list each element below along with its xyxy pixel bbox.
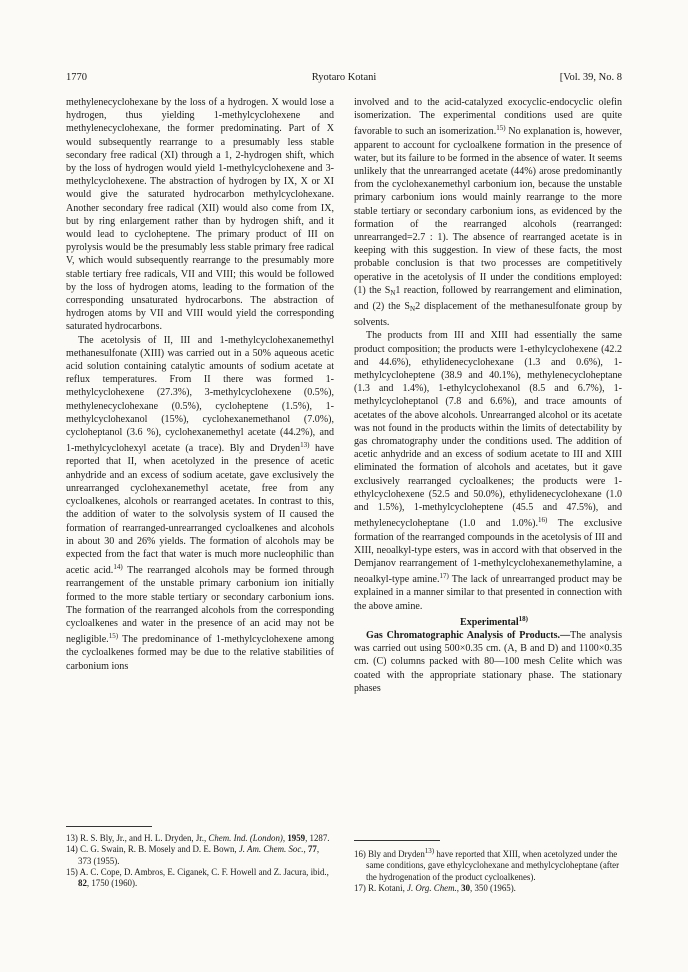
reference-mark: 15): [496, 124, 506, 133]
footnote-journal: J. Am. Chem. Soc.: [238, 844, 304, 855]
footnote-number: 13): [66, 833, 78, 843]
footnote-text: Bly and Dryden: [368, 849, 425, 859]
section-heading: [354, 613, 622, 629]
right-column: [354, 96, 622, 695]
reference-mark: 13): [300, 441, 310, 450]
footnote-number: 15): [66, 866, 78, 877]
reference-mark: 17): [439, 572, 449, 581]
reference-mark: 15): [108, 632, 119, 641]
volume-info: [Vol. 39, No. 8: [559, 72, 622, 83]
reference-mark: 14): [113, 563, 123, 572]
footnote-journal: J. Org. Chem.: [407, 882, 457, 893]
text-run: The products from III and XIII had essentially the same product composition; the products were 1-ethylcyclohexene (42.2 and 44.6%), ethylidenecyclohexane (1.3 and 0.6%), 1-methylcycloheptene (38.9 and 40.1%), methylenecycloheptane (1.3 and 1.4%), 1-ethylcyclohexanol (8.5 and 6.7%), 1-methylcycloheptanol (7.8 and 6.6%), and trace amounts of acetates of the above alcohols. Unrearranged alcohol or its acetate was not found in the products within the limits of detectability by gas chromatography under the conditions used. The addition of acetic anhydride and an excess of sodium acetate to III and XIII eliminated the formation of alcohols and acetates, but it gave exclusively rearranged cycloalkenes; the products were 1-ethylcyclohexene (52.5 and 50.0%), ethylidenecyclohexane (1.0 and 1.5%), 1-methylcycloheptene (45.5 and 47.5%), and methylenecycloheptane (1.0 and 1.0%).: [354, 330, 622, 530]
footnotes-right: [354, 846, 622, 894]
text-run: The lack of unrearranged product may be explained in a manner similar to that presented in connection with the above amine.: [354, 574, 622, 612]
left-column: [66, 96, 334, 673]
text-run: The acetolysis of II, III and 1-methylcyclohexanemethyl methanesulfonate (XIII) was carried out in a 50% aqueous acetic acid solution containing catalytic amounts of sodium acetate at reflux temperatures. From II there was formed 1-methylcyclohexene (27.3%), 3-methylcyclohexene (0.5%), methylenecyclohexane (0.5%), cycloheptene (1.5%), 1-methylcyclohexanol (15%), cyclohexanemethanol (7.0%), cycloheptanol (3.6 %), cyclohexanemethyl acetate (44.2%), and 1-methylcyclohexyl acetate (a trace). Bly and Dryden: [66, 334, 334, 455]
text-run: No explanation is, however, apparent to account for cycloalkene formation in the presence of water, but its failure to be formed in the absence of water. It seems unlikely that the unrearranged acetate (44%) arose predominantly from the cyclohexanemethyl carbonium ion, because the unstable primary carbonium ions would mainly rearrange to the more stable tertiary or secondary carbonium ions, as evidenced by the formation of the rearranged alcohols (rearranged: unrearranged=2.7 : 1). The absence of rearranged acetate is in keeping with this suggestion. In view of these facts, the most probable conclusion is that two processes are competitively operative in the acetolysis of II under the conditions employed: (1) the S: [354, 126, 622, 296]
subscript: N: [390, 288, 396, 297]
footnote: [66, 867, 334, 890]
paragraph: [354, 96, 622, 329]
footnote-number: 16): [354, 849, 366, 859]
reference-mark: 18): [518, 614, 528, 623]
text-run: have reported that II, when acetolyzed in the presence of acetic anhydride and an excess of sodium acetate, gave exclusively the unrearranged cyclohexanemethyl acetate, free from any cycloalkenes, alcohols or rearranged acetates. In contrast to this, the addition of water to the solvolysis system of II caused the formation of rearranged-unrearranged cycloalkenes and alcohols in about 30 and 26% yields. The formation of alcohols may be expected from the fact that water is much more nucleophilic than acetic acid.: [66, 443, 334, 577]
footnote-volume: 77: [307, 844, 317, 855]
text-run: The predominance of 1-methylcyclohexene among the cycloalkenes formed may be due to the relative stabilities of carbonium ions: [66, 634, 334, 672]
footnote-pages: , 1750 (1960).: [86, 878, 138, 889]
footnote-sep: ,: [282, 833, 288, 843]
footnote: [66, 844, 334, 867]
running-header: [66, 72, 622, 88]
footnote-authors: C. G. Swain, R. B. Mosely and D. E. Bown,: [80, 844, 239, 855]
footnote-pages: , 1287.: [305, 833, 330, 843]
section-title: Experimental: [460, 616, 519, 628]
footnote-volume: 30: [461, 882, 471, 893]
running-author: Ryotaro Kotani: [311, 72, 377, 83]
reference-mark: 16): [537, 516, 548, 525]
footnote: [354, 846, 622, 883]
footnote-authors: R. S. Bly, Jr., and H. L. Dryden, Jr.,: [80, 833, 209, 843]
paragraph: methylenecyclohexane by the loss of a hydrogen. X would lose a hydrogen, thus yielding 1-methylcyclohexene and methylenecyclohexane, the former predominating. Part of X would subsequently rearrange to a presumably less stable secondary free radical (XI) through a 1, 2-hydrogen shift, which by the loss of hydrogen would yield 1-methylcyclohexene and 3-methylcyclohexene. The abstraction of hydrogen by IX, X or XI would give the saturated hydrocarbon methylcyclohexane. Another secondary free radical (XII) would also come from IX, but by ring enlargement rather than by hydrogen shift, and it would lead to cycloheptene. The primary product of III on pyrolysis would be the presumably less stable primary free radical V, which would subsequently rearrange to the presumably more stable tertiary free radicals, VII and VIII; this would be followed by the loss of hydrogen atoms, leading to the formation of the corresponding unsaturated hydrocarbons. The abstraction of hydrogen atoms by VII and VIII would yield the corresponding saturated hydrocarbons.: [66, 97, 334, 333]
footnote-number: 14): [66, 844, 78, 855]
footnote-journal: Chem. Ind. (London): [208, 833, 283, 843]
footnote-authors: A. C. Cope, D. Ambros, E. Ciganek, C. F. Howell and Z. Jacura, ibid.,: [79, 866, 329, 877]
footnote-volume: 1959: [287, 833, 306, 843]
footnote-pages: , 373 (1955).: [78, 844, 320, 866]
footnote-rule: [354, 840, 440, 841]
text-run: 1 reaction, followed by rearrangement and elimination, and (2) the S: [354, 284, 622, 313]
paragraph: [354, 329, 622, 612]
footnote-text: have reported that XIII, when acetolyzed under the same conditions, gave ethylcyclohexane and methylcycloheptane (after the hydrogenation of the product cycloalkenes).: [366, 849, 620, 882]
footnote-pages: , 350 (1965).: [470, 882, 516, 893]
footnote-sep: ,: [303, 844, 308, 855]
text-run: The rearranged alcohols may be formed through rearrangement of the unstable primary carbonium ion initially formed to the more stable tertiary or secondary carbonium ions. The formation of the rearranged alcohols from the corresponding cycloalkenes and water in the presence of an acid may not be negligible.: [66, 565, 334, 646]
paragraph: [66, 334, 334, 673]
reference-mark: 13): [424, 847, 435, 855]
text-run: The analysis was carried out using 500×0.35 cm. (A, B and D) and 1100×0.35 cm. (C) columns packed with 80—100 mesh Celite which was coated with the appropriate stationary phase. The stationary phases: [354, 629, 622, 694]
footnote-authors: R. Kotani,: [368, 882, 408, 893]
footnote-rule: [66, 826, 152, 827]
paragraph: [354, 629, 622, 695]
footnote: [66, 833, 334, 844]
footnote-number: 17): [354, 882, 366, 893]
subscript: N: [410, 305, 416, 314]
footnote: [354, 883, 622, 894]
run-in-heading: Gas Chromatographic Analysis of Products.—: [366, 629, 571, 641]
text-run: 2 displacement of the methanesulfonate group by solvents.: [354, 301, 622, 329]
text-run: involved and to the acid-catalyzed exocyclic-endocyclic olefin isomerization. The experimental conditions used are quite favorable to such an isomerization.: [354, 97, 622, 138]
footnotes-left: [66, 833, 334, 889]
page-number: 1770: [66, 72, 87, 83]
footnote-volume: 82: [78, 878, 87, 889]
text-run: The exclusive formation of the rearranged compounds in the acetolysis of III and XIII, neoalkyl-type esters, was in accord with that observed in the Demjanov rearrangement of 1-methylcyclohexanemethylamine, a neoalkyl-type amine.: [354, 518, 622, 586]
footnote-sep: ,: [456, 882, 462, 893]
